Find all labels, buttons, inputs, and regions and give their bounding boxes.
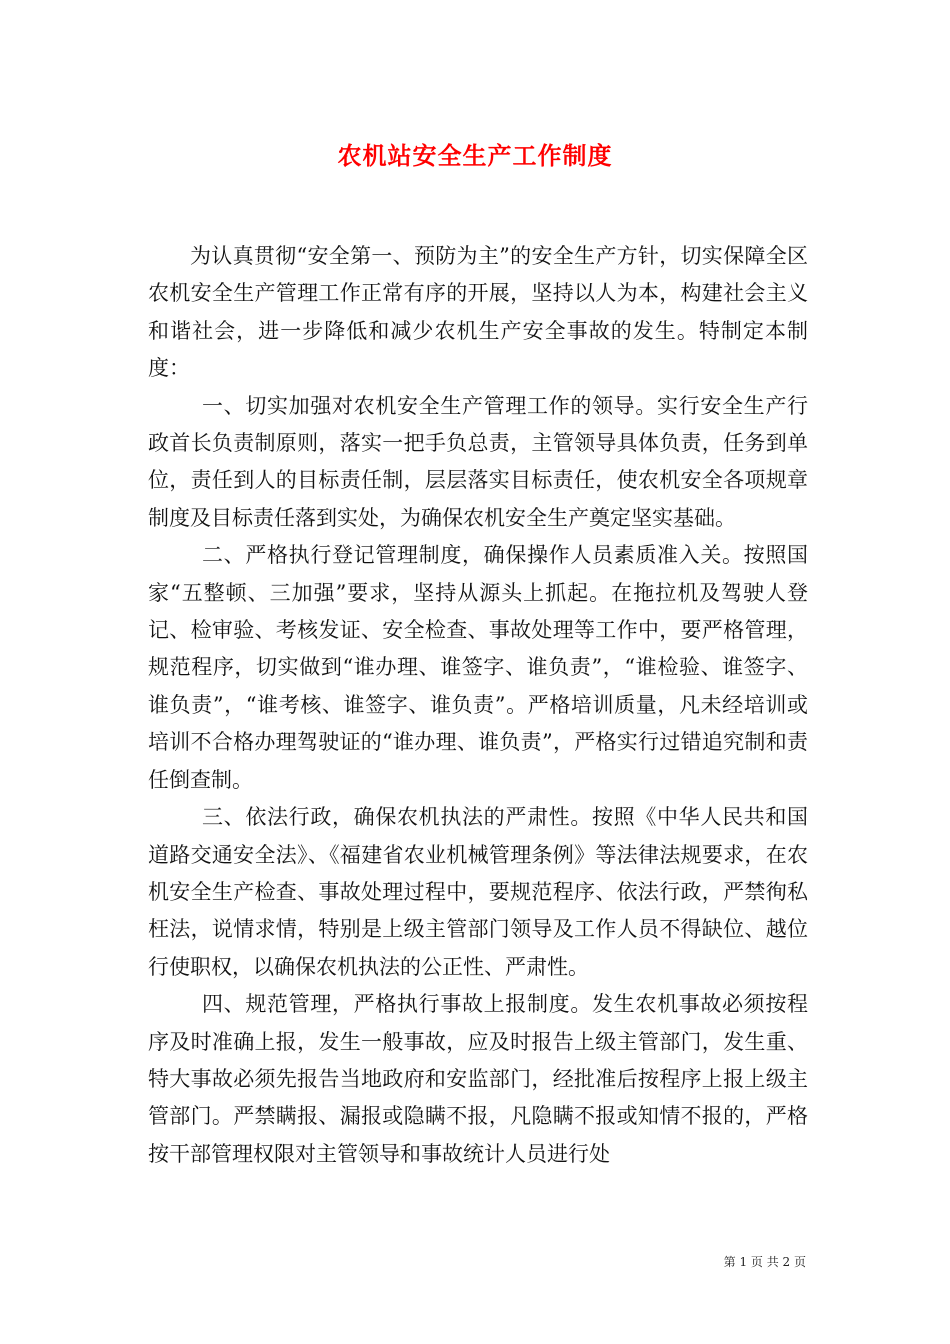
- paragraph-section-2: 二、严格执行登记管理制度，确保操作人员素质准入关。按照国家“五整顿、三加强”要求，坚持从源头上抓起。在拖拉机及驾驶人登记、检审验、考核发证、安全检查、事故处理等工作中，要严格管理，规范程序，切实做到“谁办理、谁签字、谁负责”，“谁检验、谁签字、谁负责”，“谁考核、谁签字、谁负责”。严格培训质量，凡未经培训或培训不合格办理驾驶证的“谁办理、谁负责”，严格实行过错追究制和责任倒查制。: [148, 543, 808, 792]
- intro-paragraph: 为认真贯彻“安全第一、预防为主”的安全生产方针，切实保障全区农机安全生产管理工作正常有序的开展，坚持以人为本，构建社会主义和谐社会，进一步降低和减少农机生产安全事故的发生。特制定本制度：: [148, 244, 808, 381]
- paragraph-section-1: 一、切实加强对农机安全生产管理工作的领导。实行安全生产行政首长负责制原则，落实一把手负总责，主管领导具体负责，任务到单位，责任到人的目标责任制，层层落实目标责任，使农机安全各项规章制度及目标责任落到实处，为确保农机安全生产奠定坚实基础。: [148, 393, 808, 530]
- document-title: 农机站安全生产工作制度: [337, 141, 613, 170]
- paragraph-section-4: 四、规范管理，严格执行事故上报制度。发生农机事故必须按程序及时准确上报，发生一般事故，应及时报告上级主管部门，发生重、特大事故必须先报告当地政府和安监部门，经批准后按程序上报上级主管部门。严禁瞒报、漏报或隐瞒不报，凡隐瞒不报或知情不报的，严格按干部管理权限对主管领导和事故统计人员进行处: [148, 992, 808, 1166]
- page-number-footer: 第 1 页 共 2 页: [723, 1255, 806, 1269]
- document-body: [148, 238, 808, 1173]
- paragraph-section-3: 三、依法行政，确保农机执法的严肃性。按照《中华人民共和国道路交通安全法》、《福建省农业机械管理条例》等法律法规要求，在农机安全生产检查、事故处理过程中，要规范程序、依法行政，严禁徇私枉法，说情求情，特别是上级主管部门领导及工作人员不得缺位、越位行使职权，以确保农机执法的公正性、严肃性。: [148, 805, 808, 979]
